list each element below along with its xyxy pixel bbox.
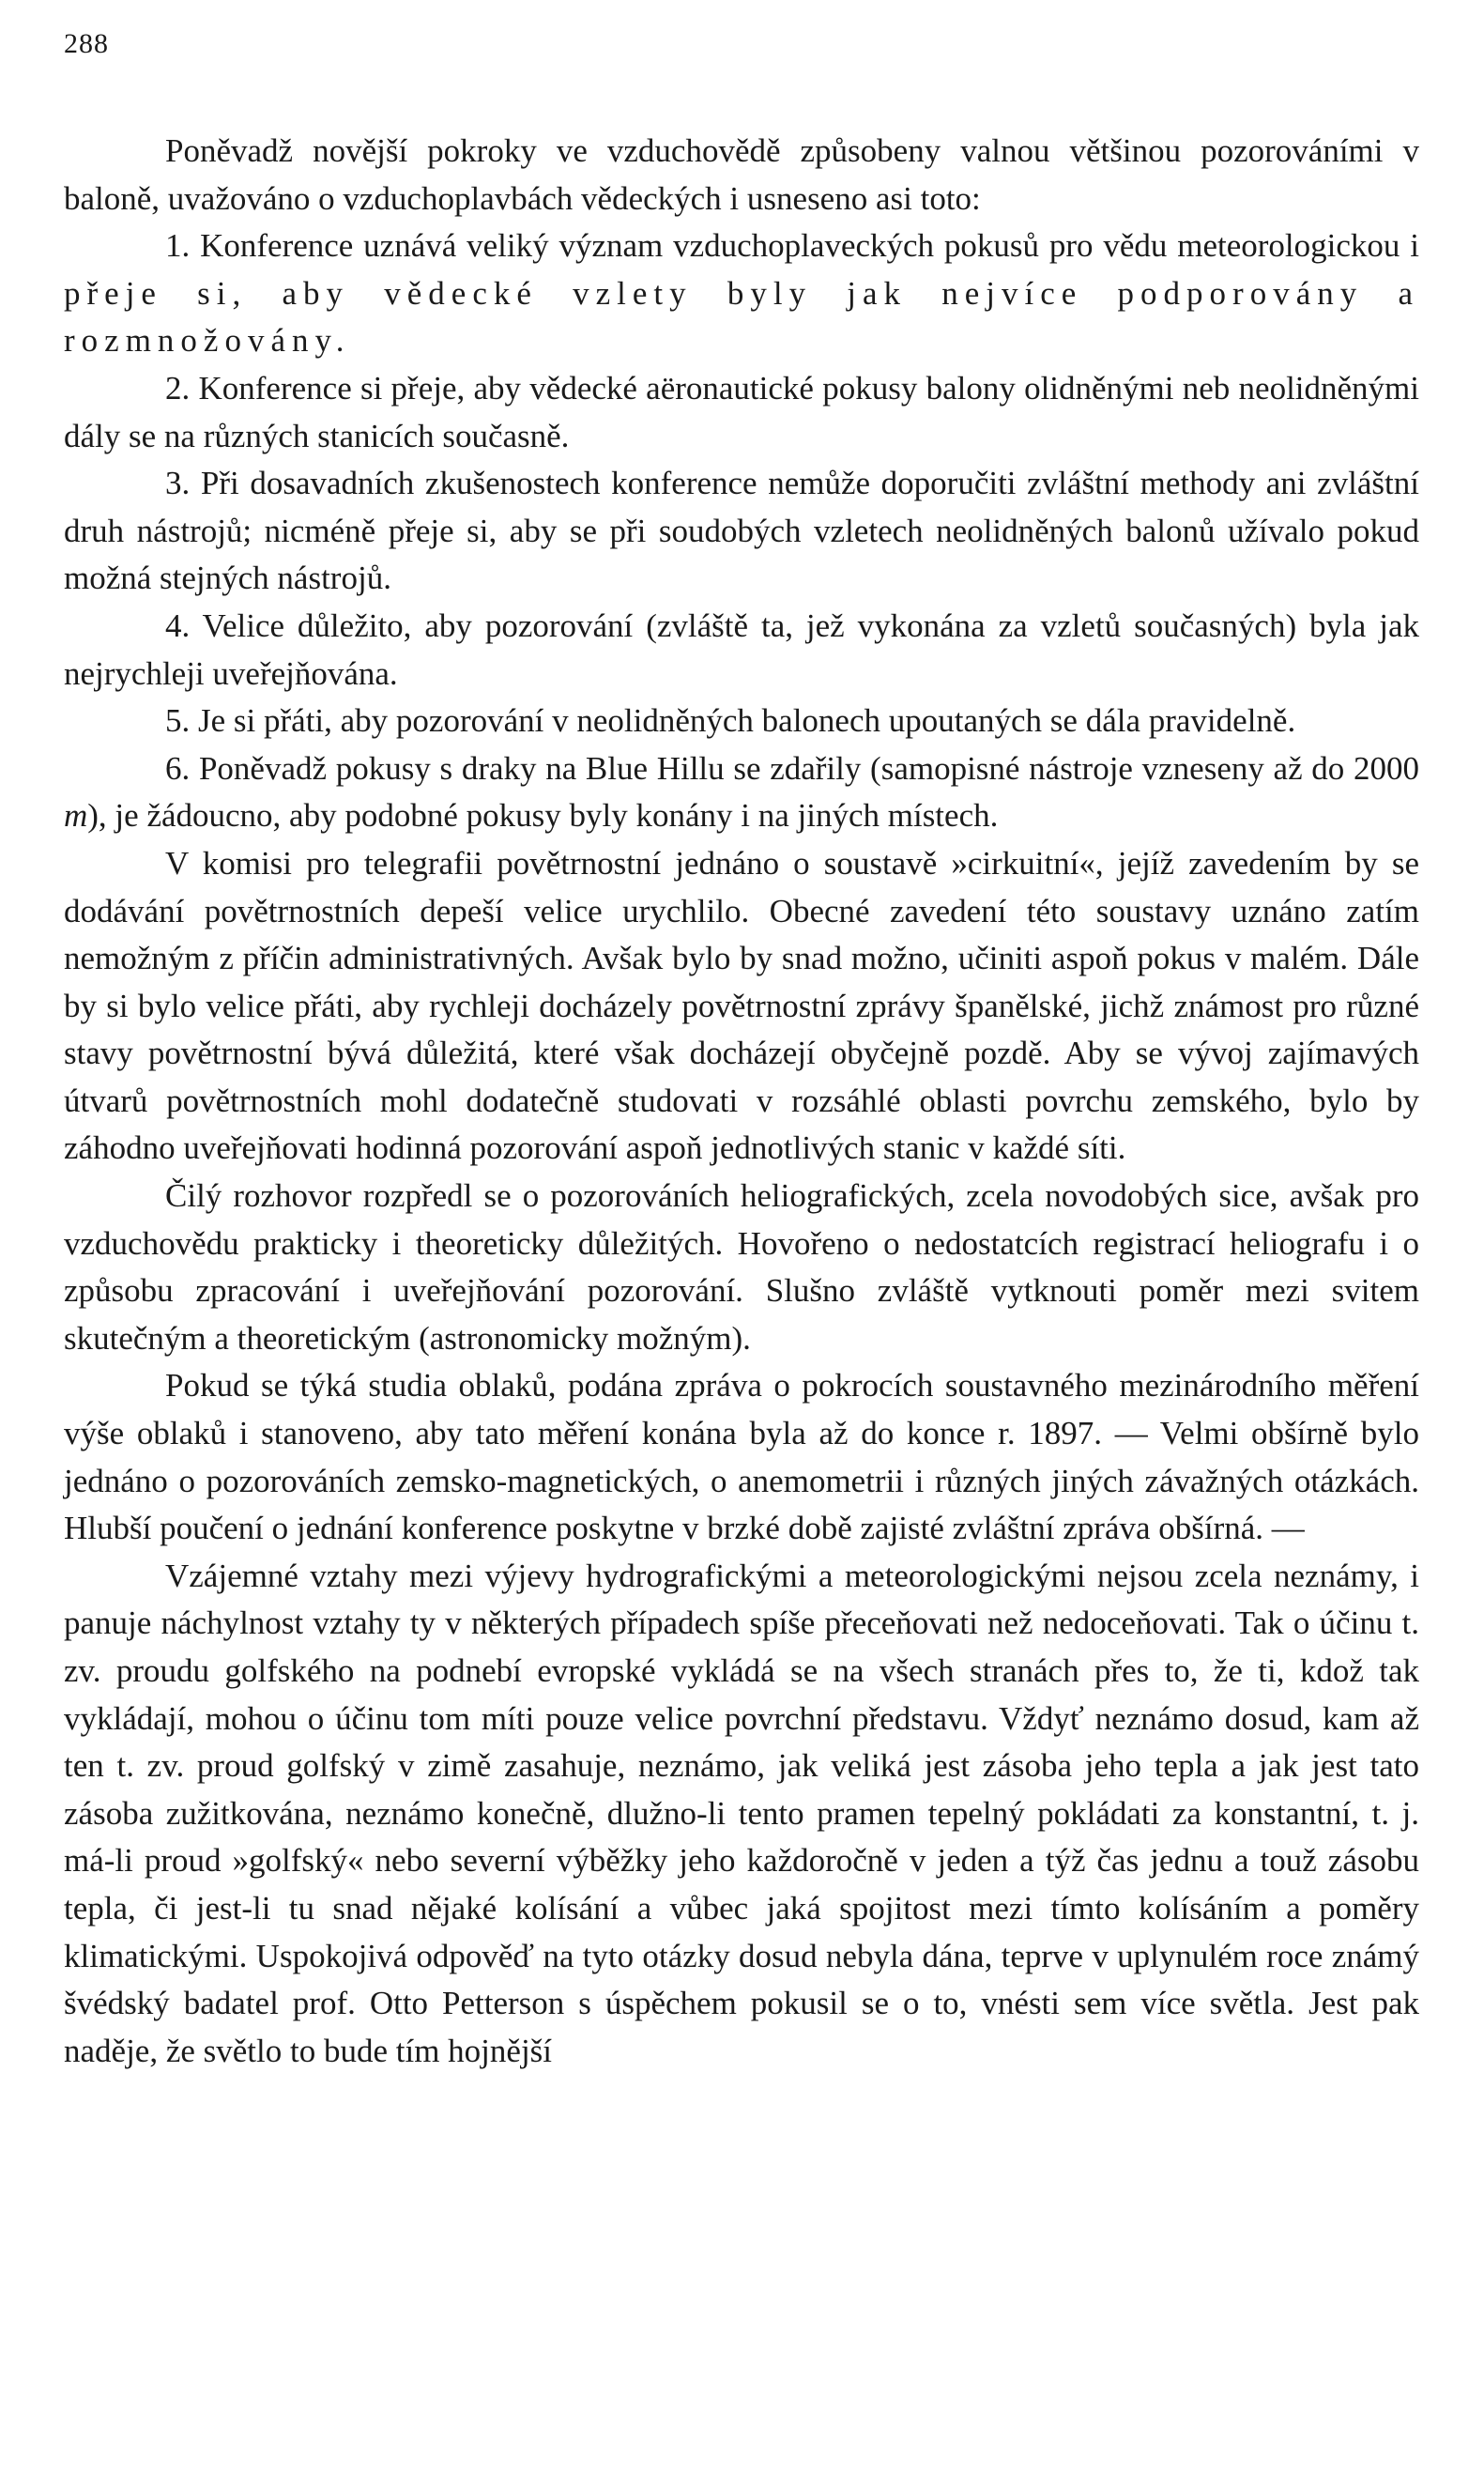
item-6-text-b: ), je žádoucno, aby podobné pokusy byly konány i na jiných místech. [87, 797, 999, 835]
paragraph-item-1 [64, 223, 1419, 365]
paragraph-telegraph: V komisi pro telegrafii povětrnostní jednáno o soustavě »cirkuitní«, jejíž zavedením by se dodávání povětrnostních depeší velice urychlilo. Obecné zavedení této soustavy uznáno zatím nemožným z příčin administrativných. Avšak bylo by snad možno, učiniti aspoň pokus v malém. Dále by si bylo velice přáti, aby rychleji docházely povětrnostní zprávy španělské, jichž známost pro různé stavy povětrnostní bývá důležitá, které však docházejí obyčejně pozdě. Aby se vývoj zajímavých útvarů povětrnostních mohl dodatečně studovati v rozsáhlé oblasti povrchu zemského, bylo by záhodno uveřejňovati hodinná pozorování aspoň jednotlivých stanic v každé síti. [64, 844, 1419, 1167]
page-number: 288 [64, 28, 109, 59]
paragraph-item-6 [64, 745, 1419, 840]
paragraph-item-2: 2. Konference si přeje, aby vědecké aëronautické pokusy balony olidněnými neb neolidněnými dály se na různých stanicích současně. [64, 369, 1419, 454]
paragraph-item-4: 4. Velice důležito, aby pozorování (zvláště ta, jež vykonána za vzletů současných) byla jak nejrychleji uveřejňována. [64, 606, 1419, 692]
paragraph-intro: Poněvadž novější pokroky ve vzduchovědě způsobeny valnou většinou pozorováními v baloně, uvažováno o vzduchoplavbách vědeckých i usneseno asi toto: [64, 132, 1419, 217]
body-text [64, 128, 1419, 2075]
paragraph-item-5: 5. Je si přáti, aby pozorování v neolidněných balonech upoutaných se dála pravidelně. [165, 702, 1296, 740]
paragraph-item-3: 3. Při dosavadních zkušenostech konference nemůže doporučiti zvláštní methody ani zvláštní druh nástrojů; nicméně přeje si, aby se při soudobých vzletech neolidněných balonů užívalo pokud možná stejných nástrojů. [64, 465, 1419, 597]
item-6-unit: m [64, 797, 88, 835]
item-1-spaced-text: přeje si, aby vědecké vzlety byly jak nejvíce podporovány a rozmnožovány. [64, 274, 1419, 360]
paragraph-heliograph: Čilý rozhovor rozpředl se o pozorováních heliografických, zcela novodobých sice, avšak pro vzduchovědu prakticky i theoreticky důležitých. Hovořeno o nedostatcích registrací heliografu i o způsobu zpracování i uveřejňování pozorování. Slušno zvláště vytknouti poměr mezi svitem skutečným a theoretickým (astronomicky možným). [64, 1177, 1419, 1357]
paragraph-clouds: Pokud se týká studia oblaků, podána zpráva o pokrocích soustavného mezinárodního měření výše oblaků i stanoveno, aby tato měření konána byla až do konce r. 1897. — Velmi obšírně bylo jednáno o pozorováních zemsko-magnetických, o anemometrii i různých jiných závažných otázkách. Hlubší poučení o jednání konference poskytne v brzké době zajisté zvláštní zpráva obšírná. — [64, 1367, 1419, 1547]
item-1-text: 1. Konference uznává veliký význam vzduchoplaveckých pokusů pro vědu meteorologickou i [165, 227, 1419, 265]
paragraph-hydrography: Vzájemné vztahy mezi výjevy hydrografickými a meteorologickými nejsou zcela neznámy, i panuje náchylnost vztahy ty v některých případech spíše přeceňovati než nedoceňovati. Tak o účinu t. zv. proudu golfského na podnebí evropské vykládá se na všech stranách přes to, že ti, kdož tak vykládají, mohou o účinu tom míti pouze velice povrchní představu. Vždyť neznámo dosud, kam až ten t. zv. proud golfský v zimě zasahuje, neznámo, jak veliká jest zásoba jeho tepla a jak jest tato zásoba zužitkována, neznámo konečně, dlužno-li tento pramen tepelný pokládati za konstantní, t. j. má-li proud »golfský« nebo severní výběžky jeho každoročně v jeden a týž čas jednu a touž zásobu tepla, či jest-li tu snad nějaké kolísání a vůbec jaká spojitost mezi tímto kolísáním a poměry klimatickými. Uspokojivá odpověď na tyto otázky dosud nebyla dána, teprve v uplynulém roce známý švédský badatel prof. Otto Petterson s úspěchem pokusil se o to, vnésti sem více světla. Jest pak naděje, že světlo to bude tím hojnější [64, 1557, 1419, 2069]
item-6-text-a: 6. Poněvadž pokusy s draky na Blue Hillu se zdařily (samopisné nástroje vzneseny až do 2000 [165, 749, 1419, 787]
